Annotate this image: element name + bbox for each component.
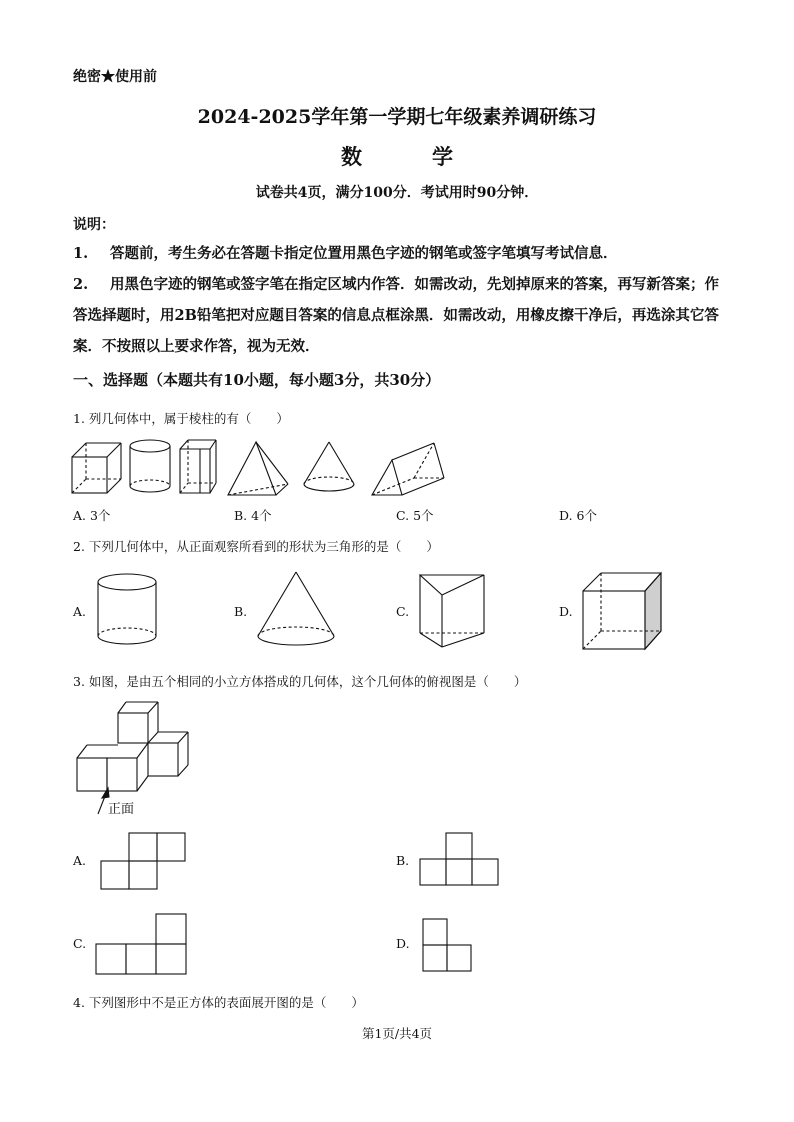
q3-option-a[interactable]: A. (73, 853, 87, 868)
instruction-item (73, 238, 723, 269)
question-2-stem: 2. 下列几何体中，从正面观察所看到的形状为三角形的是（ ） (73, 539, 439, 554)
subject-char-2: 学 (432, 144, 453, 169)
question-3-stem: 3. 如图，是由五个相同的小立方体搭成的几何体，这个几何体的俯视图是（ ） (73, 674, 527, 689)
q3-option-d[interactable]: D. (396, 936, 410, 951)
q3-option-c[interactable]: C. (73, 936, 87, 951)
exam-title: 2024-2025学年第一学期七年级素养调研练习 (197, 106, 597, 128)
q2-cylinder-figure (96, 572, 160, 648)
instructions-heading: 说明： (73, 217, 115, 233)
q2-triangular-prism-figure (418, 573, 488, 649)
q1-triangular-prism-figure (370, 440, 476, 498)
q3-front-label: 正面 (108, 802, 135, 817)
instruction-number: 2. (73, 276, 89, 293)
q3-option-a-figure (99, 831, 189, 891)
q2-cone-figure (256, 570, 338, 650)
instruction-text: 答题前，考生务必在答题卡指定位置用黑色字迹的钢笔或签字笔填写考试信息． (110, 245, 618, 262)
instruction-text: 用黑色字迹的钢笔或签字笔在指定区域内作答．如需改动，先划掉原来的答案，再写新答案；作答选择题时，用2B铅笔把对应题目答案的信息点框涂黑．如需改动，用橡皮擦干净后，再选涂其它答案．不按照以上要求作答，视为无效． (73, 276, 719, 355)
q2-option-d[interactable]: D. (559, 604, 573, 619)
confidential-label: 绝密★使用前 (73, 69, 157, 85)
q1-cone-figure (302, 440, 358, 496)
instruction-item (73, 269, 723, 362)
subject-char-1: 数 (341, 144, 362, 169)
q1-option-c[interactable]: C. 5个 (396, 508, 434, 523)
q1-option-d[interactable]: D. 6个 (559, 508, 597, 523)
section-title: 一、选择题（本题共有10小题，每小题3分，共30分） (73, 371, 441, 389)
q2-option-c[interactable]: C. (396, 604, 410, 619)
q1-cylinder-figure (128, 438, 174, 496)
question-1-stem: 1. 列几何体中，属于棱柱的有（ ） (73, 411, 289, 426)
q1-option-a[interactable]: A. 3个 (73, 508, 111, 523)
q3-option-c-figure (94, 912, 188, 976)
q2-option-b[interactable]: B. (234, 604, 248, 619)
q2-cube-figure (581, 571, 663, 651)
page-number: 第1页/共4页 (361, 1026, 433, 1041)
q3-option-d-figure (421, 917, 475, 973)
q3-option-b[interactable]: B. (396, 853, 410, 868)
exam-info: 试卷共4页，满分100分．考试用时90分钟． (255, 185, 539, 201)
q1-tall-prism-figure (178, 437, 220, 497)
q1-pyramid-figure (226, 440, 292, 498)
subject-title (0, 141, 794, 171)
q1-cuboid-figure (70, 440, 124, 496)
q3-option-b-figure (418, 831, 500, 889)
q2-option-a[interactable]: A. (73, 604, 87, 619)
question-4-stem: 4. 下列图形中不是正方体的表面展开图的是（ ） (73, 995, 364, 1010)
instruction-number: 1. (73, 245, 89, 262)
q1-option-b[interactable]: B. 4个 (234, 508, 272, 523)
